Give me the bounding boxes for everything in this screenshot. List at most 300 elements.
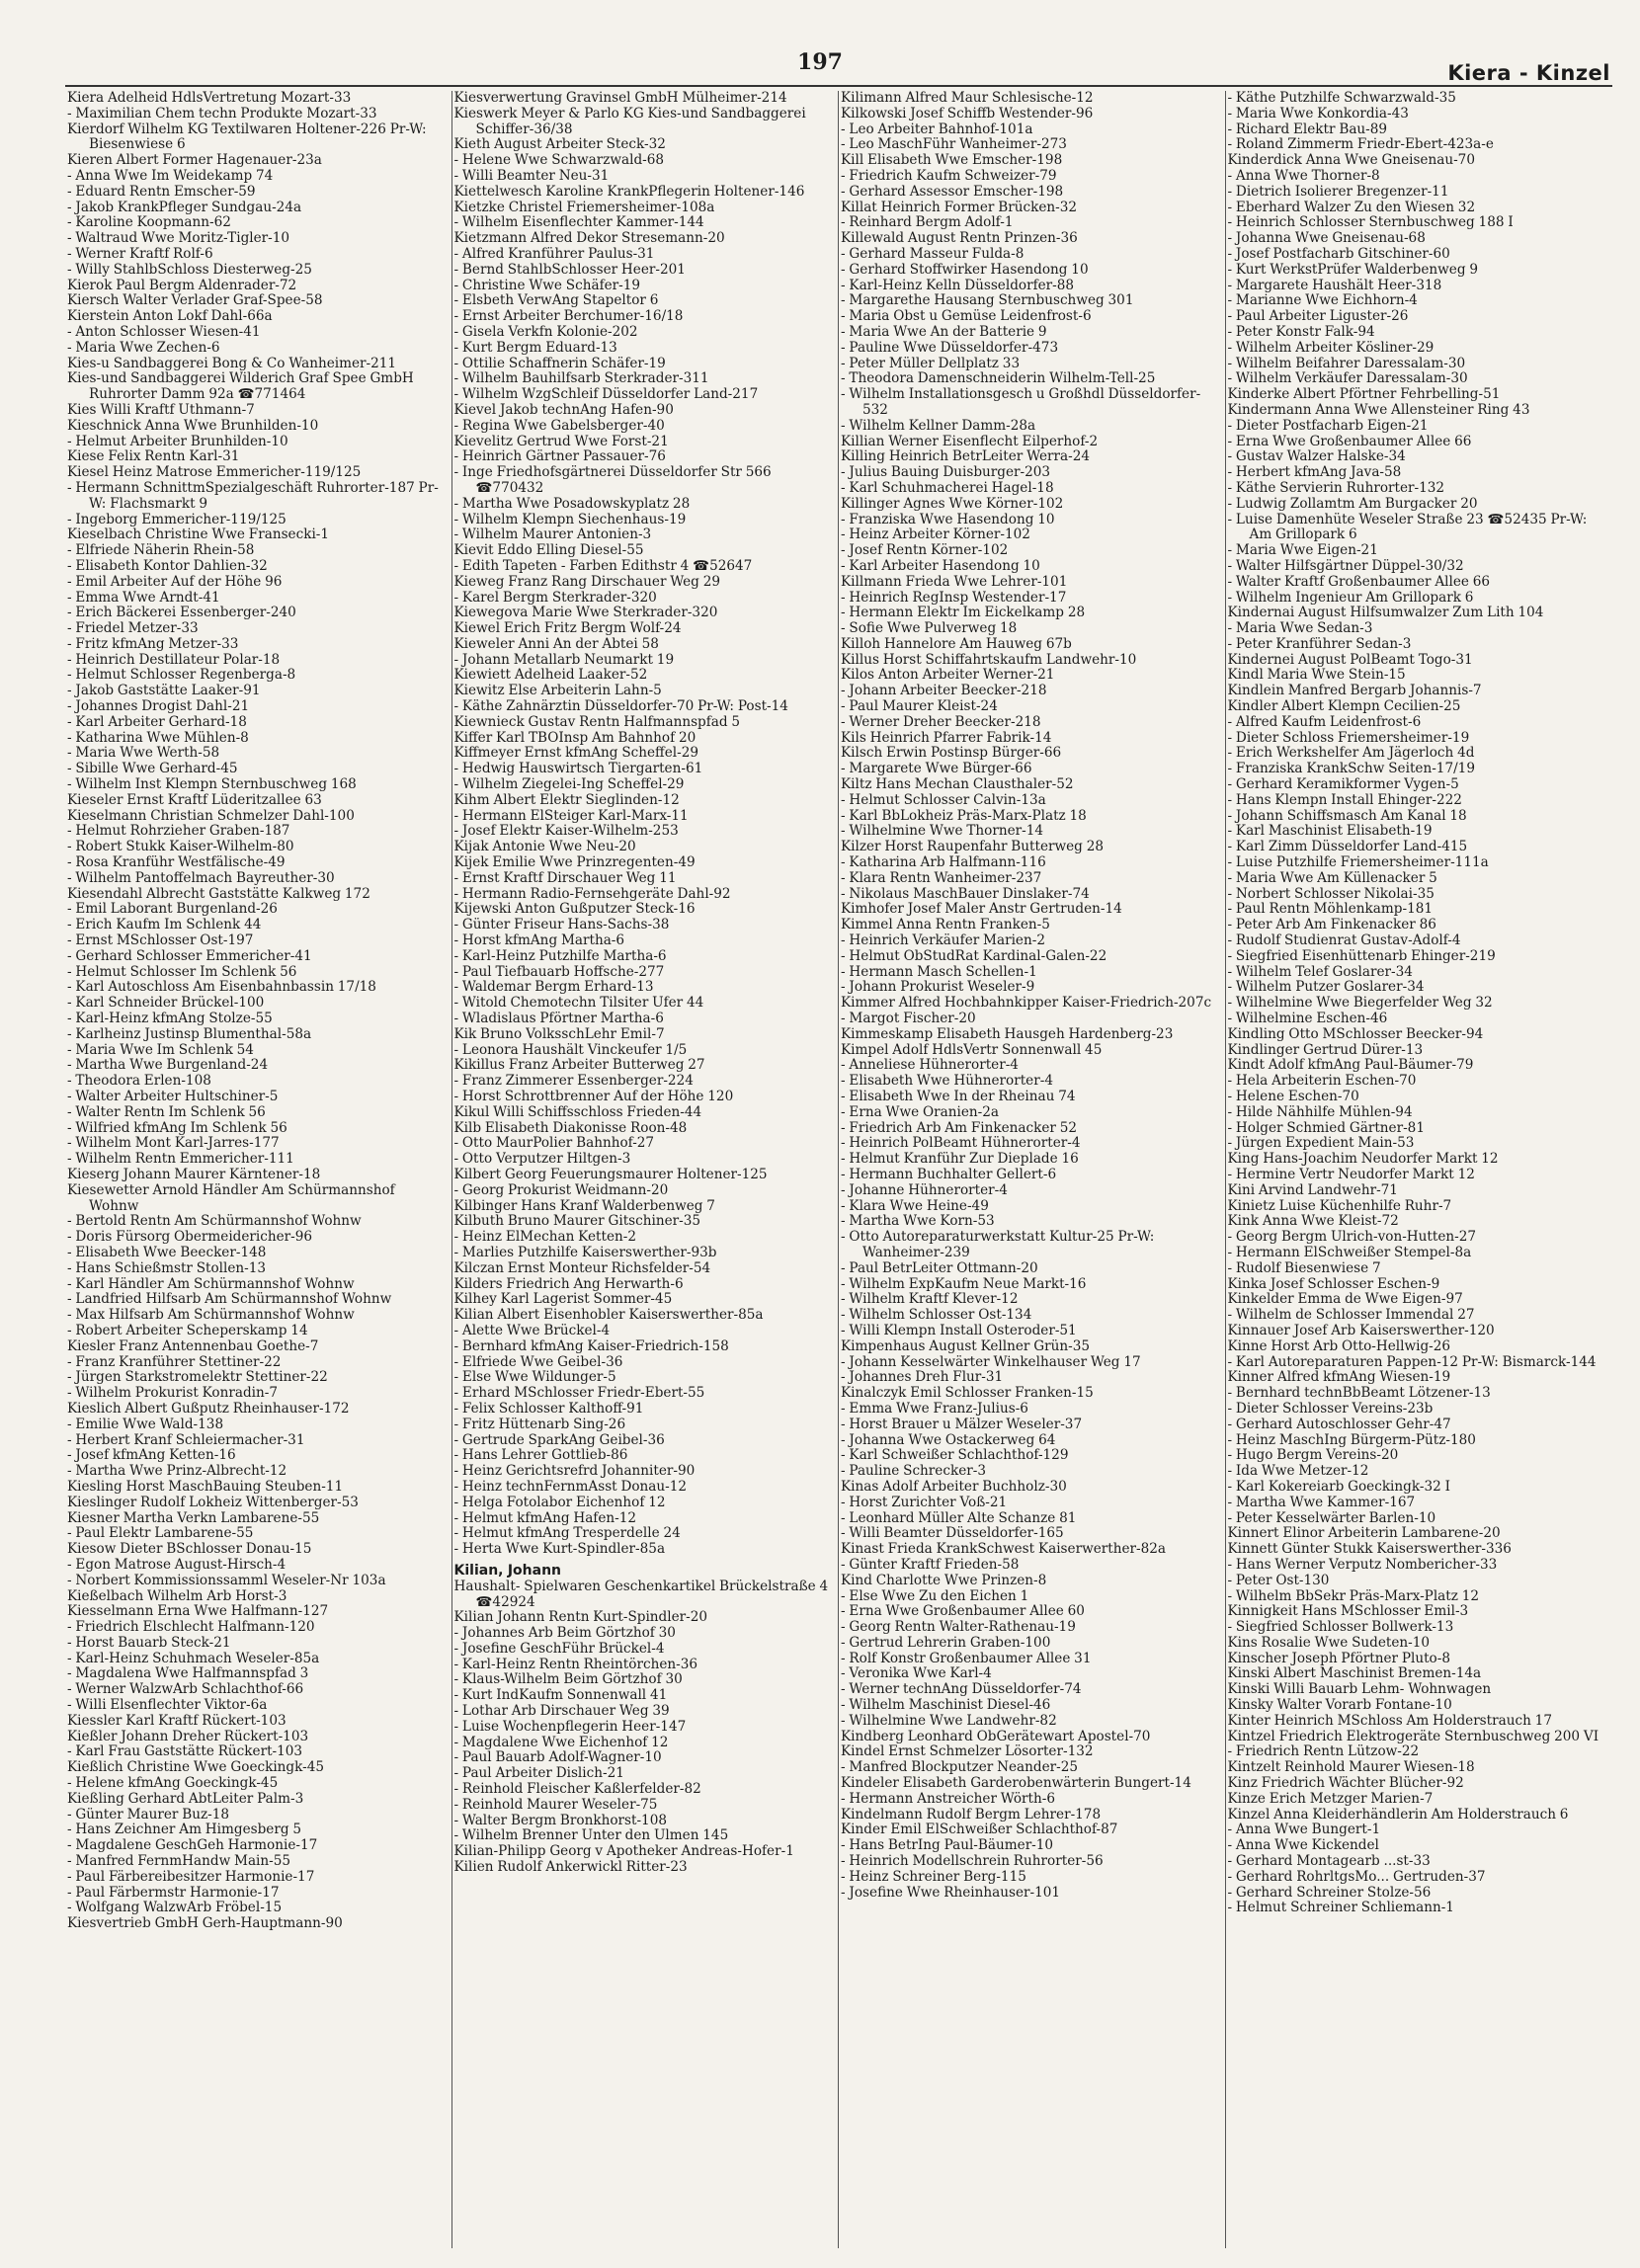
directory-entry: - Witold Chemotechn Tilsiter Ufer 44: [453, 995, 704, 1012]
directory-entry: - Erna Wwe Oranien-2a: [841, 1103, 999, 1120]
directory-entry: Kindelmann Rudolf Bergm Lehrer-178: [841, 1806, 1102, 1822]
directory-entry: - Werner Kraftf Rolf-6: [67, 245, 213, 262]
directory-entry: - Fritz Hüttenarb Sing-26: [453, 1416, 626, 1432]
directory-entry: Killing Heinrich BetrLeiter Werra-24: [841, 448, 1091, 465]
directory-entry: Kilb Elisabeth Diakonisse Roon-48: [453, 1119, 688, 1136]
directory-entry: - Franziska Wwe Hasendong 10: [841, 511, 1055, 527]
directory-entry: Kieren Albert Former Hagenauer-23a: [67, 152, 322, 169]
directory-entry: - Hilde Nähhilfe Mühlen-94: [1227, 1103, 1413, 1120]
directory-entry: - Paul Färbermstr Harmonie-17: [67, 1884, 280, 1901]
directory-entry: - Anna Wwe Im Weidekamp 74: [67, 167, 274, 184]
directory-entry: - Hans BetrIng Paul-Bäumer-10: [841, 1837, 1054, 1854]
directory-entry: - Hans Zeichner Am Himgesberg 5: [67, 1822, 302, 1838]
directory-entry: - Gertrude SparkAng Geibel-36: [453, 1431, 665, 1448]
directory-entry: - Norbert Kommissionssamml Weseler-Nr 103a: [67, 1572, 386, 1588]
directory-entry: - Ludwig Zollamtm Am Burgacker 20: [1227, 495, 1478, 512]
directory-entry: Kilos Anton Arbeiter Werner-21: [841, 667, 1055, 684]
directory-entry: - Richard Elektr Bau-89: [1227, 121, 1388, 137]
directory-entry: - Bernhard technBbBeamt Lötzener-13: [1227, 1385, 1491, 1402]
directory-entry: - Helga Fotolabor Eichenhof 12: [453, 1494, 666, 1510]
directory-entry: Kies-u Sandbaggerei Bong & Co Wanheimer-211: [67, 355, 397, 371]
directory-entry: - Wilhelm Rentn Emmericher-111: [67, 1151, 294, 1168]
directory-entry: - Regina Wwe Gabelsberger-40: [453, 417, 665, 434]
directory-entry: Kikul Willi Schiffsschloss Frieden-44: [453, 1103, 702, 1120]
directory-entry: - Ernst Arbeiter Berchumer-16/18: [453, 308, 684, 325]
directory-entry: - Emil Arbeiter Auf der Höhe 96: [67, 573, 283, 590]
directory-entry: - Kurt WerkstPrüfer Walderbenweg 9: [1227, 261, 1479, 278]
directory-entry: - Heinrich RegInsp Westender-17: [841, 589, 1067, 606]
directory-entry: Kijak Antonie Wwe Neu-20: [453, 839, 636, 855]
directory-entry: Kiltz Hans Mechan Clausthaler-52: [841, 776, 1074, 793]
directory-entry: - Johannes Arb Beim Görtzhof 30: [453, 1625, 676, 1642]
directory-entry: - Wilhelm Kraftf Klever-12: [841, 1291, 1019, 1308]
directory-entry: - Walter Rentn Im Schlenk 56: [67, 1103, 266, 1120]
directory-entry: - Leonora Haushält Vinckeufer 1/5: [453, 1041, 688, 1058]
directory-entry: Kieseler Ernst Kraftf Lüderitzallee 63: [67, 791, 322, 808]
directory-entry: Kimhofer Josef Maler Anstr Gertruden-14: [841, 901, 1122, 918]
directory-entry: - Günter Friseur Hans-Sachs-38: [453, 917, 670, 933]
directory-entry: Kilbert Georg Feuerungsmaurer Holtener-125: [453, 1166, 768, 1182]
directory-entry: Kindel Ernst Schmelzer Lösorter-132: [841, 1743, 1094, 1760]
directory-entry: - Leo MaschFühr Wanheimer-273: [841, 136, 1067, 153]
directory-entry: Kintzel Friedrich Elektrogeräte Sternbuschweg 200 VI: [1227, 1728, 1599, 1744]
directory-entry: Killoh Hannelore Am Hauweg 67b: [841, 635, 1072, 652]
directory-entry: - Friedrich Kaufm Schweizer-79: [841, 167, 1057, 184]
directory-entry: Kinski Albert Maschinist Bremen-14a: [1227, 1665, 1482, 1682]
directory-column: [65, 91, 452, 2248]
directory-entry: - Herta Wwe Kurt-Spindler-85a: [453, 1541, 666, 1558]
directory-entry: - Karl-Heinz Kelln Düsseldorfer-88: [841, 277, 1075, 293]
directory-entry: - Helmut Schlosser Calvin-13a: [841, 791, 1046, 808]
directory-entry: - Helene Eschen-70: [1227, 1089, 1359, 1104]
directory-entry: - Lothar Arb Dirschauer Weg 39: [453, 1703, 670, 1720]
directory-entry: - Karl Arbeiter Hasendong 10: [841, 557, 1040, 574]
directory-entry: - Gisela Verkfn Kolonie-202: [453, 323, 638, 340]
directory-entry: - Wilhelm Ingenieur Am Grillopark 6: [1227, 589, 1474, 606]
directory-entry: Kinscher Joseph Pförtner Pluto-8: [1227, 1650, 1450, 1666]
directory-entry: - Karl Händler Am Schürmannshof Wohnw: [67, 1275, 355, 1292]
directory-entry: Killus Horst Schiffahrtskaufm Landwehr-10: [841, 651, 1137, 668]
directory-entry: - Georg Bergm Ulrich-von-Hutten-27: [1227, 1229, 1477, 1246]
directory-entry: Kiesow Dieter BSchlosser Donau-15: [67, 1541, 312, 1558]
directory-entry: - Georg Rentn Walter-Rathenau-19: [841, 1619, 1076, 1636]
directory-entry: Kinderke Albert Pförtner Fehrbelling-51: [1227, 386, 1501, 403]
directory-entry: - Hermann Masch Schellen-1: [841, 963, 1037, 980]
directory-column: [452, 91, 840, 2248]
directory-entry: - Julius Bauing Duisburger-203: [841, 464, 1051, 481]
directory-entry: Kießelbach Wilhelm Arb Horst-3: [67, 1587, 287, 1604]
directory-entry: Kiewel Erich Fritz Bergm Wolf-24: [453, 620, 682, 637]
directory-entry: - Rosa Kranführ Westfälische-49: [67, 854, 286, 871]
directory-entry: - Martha Wwe Posadowskyplatz 28: [453, 495, 691, 512]
directory-entry: - Karl Schneider Brückel-100: [67, 995, 265, 1012]
directory-entry: - Helene Wwe Schwarzwald-68: [453, 152, 665, 169]
directory-entry: - Ingeborg Emmericher-119/125: [67, 511, 287, 527]
directory-entry: - Otto Verputzer Hiltgen-3: [453, 1151, 631, 1168]
directory-entry: - Wilhelmine Wwe Thorner-14: [841, 823, 1044, 840]
directory-entry: - Emma Wwe Franz-Julius-6: [841, 1400, 1028, 1417]
page-number: 197: [797, 49, 843, 75]
directory-entry: - Wilhelm Inst Klempn Sternbuschweg 168: [67, 776, 357, 793]
directory-entry: Kiessler Karl Kraftf Rückert-103: [67, 1712, 287, 1729]
directory-entry: - Hermann ElSchweißer Stempel-8a: [1227, 1244, 1472, 1260]
directory-entry: - Paul Tiefbauarb Hoffsche-277: [453, 963, 665, 980]
directory-entry: Kiera Adelheid HdlsVertretung Mozart-33: [67, 91, 352, 106]
directory-entry: - Anna Wwe Thorner-8: [1227, 167, 1380, 184]
directory-entry: - Karlheinz Justinsp Blumenthal-58a: [67, 1025, 312, 1042]
directory-entry: - Marianne Wwe Eichhorn-4: [1227, 292, 1418, 309]
directory-entry: Kiesendahl Albrecht Gaststätte Kalkweg 172: [67, 885, 370, 902]
directory-entry: - Otto MaurPolier Bahnhof-27: [453, 1135, 655, 1152]
directory-entry: Kilczan Ernst Monteur Richsfelder-54: [453, 1259, 711, 1276]
directory-entry: - Emilie Wwe Wald-138: [67, 1416, 224, 1432]
directory-entry: - Klara Wwe Heine-49: [841, 1197, 989, 1214]
directory-entry: - Karl Autoreparaturen Pappen-12 Pr-W: Bismarck-144: [1227, 1353, 1597, 1370]
directory-entry: Kindberg Leonhard ObGerätewart Apostel-70: [841, 1728, 1151, 1744]
directory-entry: - Karl BbLokheiz Präs-Marx-Platz 18: [841, 807, 1087, 824]
directory-entry: - Luise Putzhilfe Friemersheimer-111a: [1227, 854, 1489, 871]
directory-entry: Killat Heinrich Former Brücken-32: [841, 199, 1078, 215]
directory-entry: - Friedrich Arb Am Finkenacker 52: [841, 1119, 1078, 1136]
directory-entry: - Pauline Wwe Düsseldorfer-473: [841, 339, 1059, 356]
running-head: Kiera - Kinzel: [1447, 61, 1610, 85]
directory-entry: - Hans Werner Verputz Nombericher-33: [1227, 1556, 1498, 1573]
directory-entry: - Jakob KrankPfleger Sundgau-24a: [67, 199, 302, 215]
directory-entry: - Horst Zurichter Voß-21: [841, 1494, 1008, 1510]
directory-entry: - Gerhard Montagearb ...st-33: [1227, 1853, 1431, 1870]
directory-entry: - Karl Zimm Düsseldorfer Land-415: [1227, 839, 1468, 855]
directory-entry: - Josef Elektr Kaiser-Wilhelm-253: [453, 823, 679, 840]
directory-entry: - Martha Wwe Korn-53: [841, 1213, 995, 1230]
directory-entry: - Bernhard kfmAng Kaiser-Friedrich-158: [453, 1337, 729, 1354]
directory-entry: - Karl Schweißer Schlachthof-129: [841, 1447, 1069, 1464]
directory-entry: - Anna Wwe Bungert-1: [1227, 1822, 1381, 1838]
directory-entry: - Inge Friedhofsgärtnerei Düsseldorfer Str 566 ☎770432: [453, 464, 772, 496]
directory-entry: - Wilhelm Klempn Siechenhaus-19: [453, 511, 687, 527]
directory-entry: - Johann Arbeiter Beecker-218: [841, 683, 1047, 699]
directory-entry: - Karel Bergm Sterkrader-320: [453, 589, 657, 606]
directory-entry: Kilien Rudolf Ankerwickl Ritter-23: [453, 1859, 688, 1876]
directory-entry: - Kurt Bergm Eduard-13: [453, 339, 617, 356]
directory-entry: - Peter Arb Am Finkenacker 86: [1227, 917, 1436, 933]
directory-entry: Kill Elisabeth Wwe Emscher-198: [841, 152, 1063, 169]
directory-entry: Kievit Eddo Elling Diesel-55: [453, 542, 644, 559]
directory-entry: Kilian Albert Eisenhobler Kaiserswerther-85a: [453, 1307, 764, 1324]
directory-entry: - Heinrich Schlosser Sternbuschweg 188 I: [1227, 214, 1514, 231]
directory-entry: - Karl-Heinz kfmAng Stolze-55: [67, 1011, 273, 1027]
directory-entry: - Elfriede Wwe Geibel-36: [453, 1353, 623, 1370]
directory-entry: Kiesvertrieb GmbH Gerh-Hauptmann-90: [67, 1915, 343, 1932]
directory-entry: Kimmeskamp Elisabeth Hausgeh Hardenberg-23: [841, 1025, 1174, 1042]
directory-entry: - Heinrich Verkäufer Marien-2: [841, 932, 1045, 949]
directory-entry: - Wilhelm Telef Goslarer-34: [1227, 963, 1413, 980]
directory-entry: Kilhey Karl Lagerist Sommer-45: [453, 1291, 673, 1308]
directory-entry: - Johanna Wwe Gneisenau-68: [1227, 230, 1426, 247]
directory-entry: Kihm Albert Elektr Sieglinden-12: [453, 791, 680, 808]
directory-entry: - Reinhard Bergm Adolf-1: [841, 214, 1014, 231]
directory-entry: - Josefine GeschFühr Brückel-4: [453, 1640, 665, 1657]
directory-entry: - Helmut Schlosser Im Schlenk 56: [67, 963, 297, 980]
directory-entry: - Wilhelm Ziegelei-Ing Scheffel-29: [453, 776, 685, 793]
directory-entry: - Martha Wwe Burgenland-24: [67, 1057, 269, 1074]
directory-entry: Kinter Heinrich MSchloss Am Holderstrauch 17: [1227, 1712, 1552, 1729]
directory-entry: - Holger Schmied Gärtner-81: [1227, 1119, 1425, 1136]
directory-entry: - Hermann Buchhalter Gellert-6: [841, 1166, 1057, 1182]
directory-entry: - Peter Müller Dellplatz 33: [841, 355, 1021, 371]
directory-entry: - Helmut Rohrzieher Graben-187: [67, 823, 290, 840]
directory-entry: - Karl-Heinz Putzhilfe Martha-6: [453, 947, 667, 964]
directory-entry: - Gerhard RohrltgsMo... Gertruden-37: [1227, 1868, 1486, 1885]
directory-entry: - Ernst MSchlosser Ost-197: [67, 932, 254, 949]
directory-entry: - Willi Elsenflechter Viktor-6a: [67, 1697, 268, 1714]
directory-entry: - Willi Klempn Install Osteroder-51: [841, 1322, 1077, 1338]
directory-entry: Kinder Emil ElSchweißer Schlachthof-87: [841, 1822, 1118, 1838]
directory-entry: Kindlinger Gertrud Dürer-13: [1227, 1041, 1424, 1058]
directory-entry: - Hermann SchnittmSpezialgeschäft Ruhrorter-187 Pr-W: Flachsmarkt 9: [67, 479, 439, 512]
directory-entry: - Bertold Rentn Am Schürmannshof Wohnw: [67, 1213, 362, 1230]
directory-entry: Kinast Frieda KrankSchwest Kaiserwerther-82a: [841, 1541, 1167, 1558]
directory-entry: - Dietrich Isolierer Bregenzer-11: [1227, 183, 1449, 200]
directory-entry: - Waldemar Bergm Erhard-13: [453, 979, 654, 996]
directory-entry: Kindermann Anna Wwe Allensteiner Ring 43: [1227, 401, 1530, 418]
directory-entry: - Maria Wwe Im Schlenk 54: [67, 1041, 254, 1058]
directory-entry: - Helmut Arbeiter Brunhilden-10: [67, 433, 288, 449]
directory-entry: - Josefine Wwe Rheinhauser-101: [841, 1884, 1061, 1901]
directory-entry: - Wilhelm Schlosser Ost-134: [841, 1307, 1032, 1324]
directory-entry: - Nikolaus MaschBauer Dinslaker-74: [841, 885, 1090, 902]
directory-entry: - Helmut Schreiner Schliemann-1: [1227, 1900, 1454, 1916]
directory-entry: - Pauline Schrecker-3: [841, 1463, 986, 1480]
directory-entry: - Wilhelm Verkäufer Daressalam-30: [1227, 370, 1468, 387]
directory-entry: Kinderdick Anna Wwe Gneisenau-70: [1227, 152, 1475, 169]
directory-entry: - Eberhard Walzer Zu den Wiesen 32: [1227, 199, 1476, 215]
directory-entry: Kinnert Elinor Arbeiterin Lambarene-20: [1227, 1525, 1501, 1542]
directory-entry: Haushalt- Spielwaren Geschenkartikel Brückelstraße 4 ☎42924: [453, 1578, 829, 1610]
directory-entry: Kink Anna Wwe Kleist-72: [1227, 1213, 1399, 1230]
directory-entry: Kiesverwertung Gravinsel GmbH Mülheimer-214: [453, 91, 787, 106]
directory-entry: - Luise Wochenpflegerin Heer-147: [453, 1718, 687, 1735]
directory-entry: - Karl Schuhmacherei Hagel-18: [841, 479, 1054, 496]
directory-entry: - Manfred Blockputzer Neander-25: [841, 1759, 1079, 1776]
directory-entry: Kiffer Karl TBOInsp Am Bahnhof 20: [453, 729, 697, 746]
directory-entry: - Erich Werkshelfer Am Jägerloch 4d: [1227, 745, 1475, 762]
directory-entry: - Gerhard Masseur Fulda-8: [841, 245, 1025, 262]
directory-entry: - Wilhelm WzgSchleif Düsseldorfer Land-217: [453, 386, 759, 403]
directory-entry: - Katharina Arb Halfmann-116: [841, 854, 1046, 871]
directory-entry: - Helmut kfmAng Hafen-12: [453, 1509, 637, 1526]
directory-entry: Kindlein Manfred Bergarb Johannis-7: [1227, 683, 1482, 699]
directory-entry: - Sofie Wwe Pulverweg 18: [841, 620, 1018, 637]
directory-entry: - Else Wwe Wildunger-5: [453, 1369, 616, 1386]
directory-entry: - Paul Färbereibesitzer Harmonie-17: [67, 1868, 315, 1885]
directory-entry: Kiesel Heinz Matrose Emmericher-119/125: [67, 464, 362, 481]
directory-entry: Kindernei August PolBeamt Togo-31: [1227, 651, 1473, 668]
directory-entry: - Johannes Drogist Dahl-21: [67, 698, 250, 715]
directory-entry: Kimpel Adolf HdlsVertr Sonnenwall 45: [841, 1041, 1103, 1058]
directory-entry: - Hans Klempn Install Ehinger-222: [1227, 791, 1462, 808]
directory-entry: - Walter Bergm Bronkhorst-108: [453, 1812, 668, 1828]
directory-entry: - Wilhelm Maurer Antonien-3: [453, 526, 652, 543]
directory-entry: - Karl-Heinz Schuhmach Weseler-85a: [67, 1650, 320, 1666]
directory-entry: - Hans Lehrer Gottlieb-86: [453, 1447, 628, 1464]
directory-entry: Kinietz Luise Küchenhilfe Ruhr-7: [1227, 1197, 1452, 1214]
directory-entry: - Leonhard Müller Alte Schanze 81: [841, 1509, 1077, 1526]
directory-entry: Kilsch Erwin Postinsp Bürger-66: [841, 745, 1062, 762]
directory-entry: - Paul BetrLeiter Ottmann-20: [841, 1259, 1038, 1276]
directory-entry: - Helmut ObStudRat Kardinal-Galen-22: [841, 947, 1107, 964]
directory-entry: - Wilhelm Eisenflechter Kammer-144: [453, 214, 704, 231]
directory-entry: - Magdalene GeschGeh Harmonie-17: [67, 1837, 318, 1854]
directory-entry: Kieselbach Christine Wwe Fransecki-1: [67, 526, 330, 543]
directory-entry: Kierstein Anton Lokf Dahl-66a: [67, 308, 273, 325]
directory-entry: - Else Wwe Zu den Eichen 1: [841, 1587, 1029, 1604]
directory-entry: Kilian Johann Rentn Kurt-Spindler-20: [453, 1609, 708, 1626]
directory-entry: Kieslich Albert Gußputz Rheinhauser-172: [67, 1400, 350, 1417]
directory-entry: Kilders Friedrich Ang Herwarth-6: [453, 1275, 684, 1292]
directory-entry: Kieswerk Meyer & Parlo KG Kies-und Sandbaggerei Schiffer-36/38: [453, 105, 806, 137]
directory-entry: - Christine Wwe Schäfer-19: [453, 277, 641, 293]
directory-entry: - Paul Maurer Kleist-24: [841, 698, 998, 715]
directory-entry: - Josef Postfacharb Gitschiner-60: [1227, 245, 1450, 262]
directory-entry: Killian Werner Eisenflecht Eilperhof-2: [841, 433, 1099, 449]
directory-entry: - Theodora Damenschneiderin Wilhelm-Tell-25: [841, 370, 1156, 387]
directory-entry: - Martha Wwe Prinz-Albrecht-12: [67, 1463, 287, 1480]
directory-entry: - Jürgen Expedient Main-53: [1227, 1135, 1415, 1152]
directory-entry: - Wilhelm Mont Karl-Jarres-177: [67, 1135, 280, 1152]
directory-entry: - Horst Brauer u Mälzer Weseler-37: [841, 1416, 1083, 1432]
directory-entry: Kieslinger Rudolf Lokheiz Wittenberger-53: [67, 1494, 359, 1510]
directory-entry: Kinalczyk Emil Schlosser Franken-15: [841, 1385, 1094, 1402]
directory-entry: - Anneliese Hühnerorter-4: [841, 1057, 1019, 1074]
directory-entry: - Horst Bauarb Steck-21: [67, 1634, 231, 1651]
directory-entry: Kikillus Franz Arbeiter Butterweg 27: [453, 1057, 705, 1074]
directory-entry: Kießler Johann Dreher Rückert-103: [67, 1728, 309, 1744]
directory-entry: - Felix Schlosser Kalthoff-91: [453, 1400, 644, 1417]
directory-entry: - Ernst Kraftf Dirschauer Weg 11: [453, 869, 677, 886]
directory-entry: - Franz Kranführer Stettiner-22: [67, 1353, 282, 1370]
directory-entry: Kindling Otto MSchlosser Beecker-94: [1227, 1025, 1484, 1042]
directory-entry: Kinsky Walter Vorarb Fontane-10: [1227, 1697, 1452, 1714]
directory-entry: - Johannes Dreh Flur-31: [841, 1369, 1004, 1386]
directory-entry: - Doris Fürsorg Obermeidericher-96: [67, 1229, 313, 1246]
directory-entry: - Heinz Arbeiter Körner-102: [841, 526, 1030, 543]
directory-entry: - Wilhelm Arbeiter Kösliner-29: [1227, 339, 1435, 356]
directory-entry: Kiewiett Adelheid Laaker-52: [453, 667, 648, 684]
directory-entry: - Emma Wwe Arndt-41: [67, 589, 220, 606]
directory-entry: - Fritz kfmAng Metzer-33: [67, 635, 239, 652]
directory-heading: Kilian, Johann: [453, 1562, 562, 1579]
directory-entry: - Hermine Vertr Neudorfer Markt 12: [1227, 1166, 1475, 1182]
directory-entry: - Hedwig Hauswirtsch Tiergarten-61: [453, 761, 703, 777]
directory-entry: - Willy StahlbSchloss Diesterweg-25: [67, 261, 312, 278]
directory-entry: - Horst Schrottbrenner Auf der Höhe 120: [453, 1089, 734, 1104]
directory-entry: - Helmut kfmAng Tresperdelle 24: [453, 1525, 681, 1542]
directory-entry: Kilbuth Bruno Maurer Gitschiner-35: [453, 1213, 701, 1230]
directory-entry: Kinnigkeit Hans MSchlosser Emil-3: [1227, 1603, 1469, 1620]
directory-entry: - Peter Konstr Falk-94: [1227, 323, 1375, 340]
directory-entry: - Käthe Zahnärztin Düsseldorfer-70 Pr-W: Post-14: [453, 698, 788, 715]
directory-entry: - Peter Ost-130: [1227, 1572, 1330, 1588]
directory-entry: - Karl Autoschloss Am Eisenbahnbassin 17/18: [67, 979, 376, 996]
directory-entry: - Johann Schiffsmasch Am Kanal 18: [1227, 807, 1467, 824]
directory-entry: - Rudolf Studienrat Gustav-Adolf-4: [1227, 932, 1461, 949]
directory-entry: - Wilhelm Pantoffelmach Bayreuther-30: [67, 869, 335, 886]
directory-entry: - Egon Matrose August-Hirsch-4: [67, 1556, 287, 1573]
directory-entry: - Karl Kokereiarb Goeckingk-32 I: [1227, 1478, 1450, 1495]
directory-entry: - Paul Bauarb Adolf-Wagner-10: [453, 1749, 662, 1766]
directory-entry: - Alette Wwe Brückel-4: [453, 1322, 611, 1338]
directory-entry: - Veronika Wwe Karl-4: [841, 1665, 992, 1682]
directory-entry: - Helmut Kranführ Zur Dieplade 16: [841, 1151, 1079, 1168]
directory-entry: Kilian-Philipp Georg v Apotheker Andreas-Hofer-1: [453, 1843, 794, 1860]
directory-entry: Kieweg Franz Rang Dirschauer Weg 29: [453, 573, 720, 590]
directory-entry: Kieschnick Anna Wwe Brunhilden-10: [67, 417, 319, 434]
directory-entry: - Gerhard Schlosser Emmericher-41: [67, 947, 312, 964]
directory-entry: - Herbert kfmAng Java-58: [1227, 464, 1402, 481]
directory-entry: Kieweler Anni An der Abtei 58: [453, 635, 659, 652]
directory-entry: - Gerhard Assessor Emscher-198: [841, 183, 1064, 200]
directory-entry: - Karl Frau Gaststätte Rückert-103: [67, 1743, 303, 1760]
directory-entry: - Erna Wwe Großenbaumer Allee 60: [841, 1603, 1085, 1620]
directory-entry: - Heinz ElMechan Ketten-2: [453, 1229, 636, 1246]
directory-entry: - Friedrich Elschlecht Halfmann-120: [67, 1619, 315, 1636]
directory-entry: - Jakob Gaststätte Laaker-91: [67, 683, 261, 699]
directory-entry: - Wilhelm ExpKaufm Neue Markt-16: [841, 1275, 1087, 1292]
directory-entry: - Marlies Putzhilfe Kaiserswerther-93b: [453, 1244, 717, 1260]
directory-entry: - Ida Wwe Metzer-12: [1227, 1463, 1369, 1480]
directory-entry: - Theodora Erlen-108: [67, 1073, 211, 1090]
directory-entry: - Emil Laborant Burgenland-26: [67, 901, 278, 918]
directory-entry: - Käthe Putzhilfe Schwarzwald-35: [1227, 91, 1456, 106]
directory-entry: - Waltraud Wwe Moritz-Tigler-10: [67, 230, 290, 247]
directory-entry: - Reinhold Fleischer Kaßlerfelder-82: [453, 1781, 701, 1798]
directory-entry: - Rolf Konstr Großenbaumer Allee 31: [841, 1650, 1092, 1666]
directory-entry: - Margarethe Hausang Sternbuschweg 301: [841, 292, 1134, 309]
directory-entry: - Gustav Walzer Halske-34: [1227, 448, 1406, 465]
directory-entry: - Elfriede Näherin Rhein-58: [67, 542, 255, 559]
directory-entry: - Johanne Hühnerorter-4: [841, 1181, 1008, 1198]
directory-entry: - Hermann ElSteiger Karl-Marx-11: [453, 807, 689, 824]
directory-entry: - Hermann Anstreicher Wörth-6: [841, 1790, 1055, 1807]
directory-entry: Kils Heinrich Pfarrer Fabrik-14: [841, 729, 1052, 746]
directory-entry: - Günter Kraftf Frieden-58: [841, 1556, 1020, 1573]
header-rule: [65, 85, 1612, 87]
directory-entry: - Maria Wwe Werth-58: [67, 745, 220, 762]
directory-entry: - Leo Arbeiter Bahnhof-101a: [841, 121, 1033, 137]
directory-entry: - Norbert Schlosser Nikolai-35: [1227, 885, 1435, 902]
directory-entry: - Magdalena Wwe Halfmannspfad 3: [67, 1665, 309, 1682]
directory-entry: - Gerhard Schreiner Stolze-56: [1227, 1884, 1432, 1901]
directory-entry: Kiettelwesch Karoline KrankPflegerin Holtener-146: [453, 183, 805, 200]
directory-entry: - Hermann Radio-Fernsehgeräte Dahl-92: [453, 885, 731, 902]
directory-entry: Kietzke Christel Friemersheimer-108a: [453, 199, 715, 215]
directory-entry: - Maria Wwe Sedan-3: [1227, 620, 1373, 637]
directory-entry: - Kurt IndKaufm Sonnenwall 41: [453, 1687, 668, 1704]
directory-entry: - Dieter Schlosser Vereins-23b: [1227, 1400, 1434, 1417]
directory-entry: Kinas Adolf Arbeiter Buchholz-30: [841, 1478, 1067, 1495]
directory-entry: - Friedrich Rentn Lützow-22: [1227, 1743, 1420, 1760]
directory-entry: - Heinz Gerichtsrefrd Johanniter-90: [453, 1463, 696, 1480]
directory-entry: Kindeler Elisabeth Garderobenwärterin Bungert-14: [841, 1775, 1191, 1792]
directory-entry: Kinze Erich Metzger Marien-7: [1227, 1790, 1434, 1807]
directory-entry: Kievel Jakob technAng Hafen-90: [453, 401, 674, 418]
directory-entry: - Werner Dreher Beecker-218: [841, 713, 1041, 730]
directory-entry: - Wilhelm BbSekr Präs-Marx-Platz 12: [1227, 1587, 1480, 1604]
directory-entry: - Wilhelm Putzer Goslarer-34: [1227, 979, 1425, 996]
directory-entry: Kilkowski Josef Schiffb Westender-96: [841, 105, 1094, 122]
directory-entry: - Walter Arbeiter Hultschiner-5: [67, 1089, 279, 1104]
directory-entry: - Erhard MSchlosser Friedr-Ebert-55: [453, 1385, 705, 1402]
